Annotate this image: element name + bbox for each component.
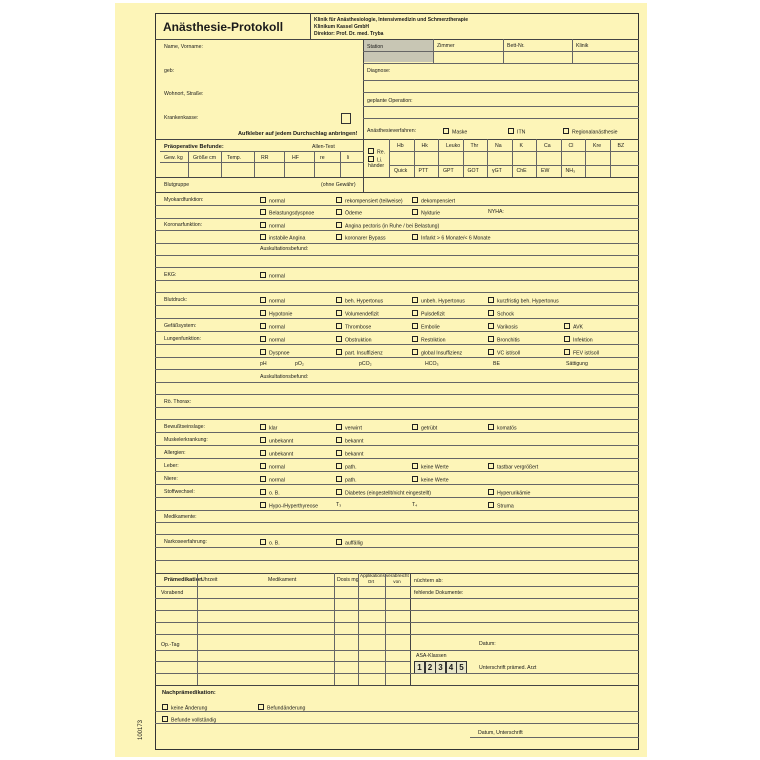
kidney-path[interactable]: path.	[336, 476, 357, 484]
sticker-corner-box	[341, 113, 351, 124]
vital-divider	[188, 151, 189, 177]
premed-line	[155, 661, 410, 662]
premed-line	[475, 673, 639, 674]
rule	[155, 685, 639, 686]
vessel-avk[interactable]: AVK	[564, 323, 583, 331]
rule	[503, 39, 504, 63]
rule	[363, 92, 639, 93]
rule	[363, 118, 639, 119]
rule	[155, 711, 639, 712]
lab-line	[389, 151, 639, 152]
row-line	[155, 497, 639, 498]
metabolism-label[interactable]: Stoffwechsel:	[164, 489, 195, 495]
bga-1[interactable]: pO₂	[295, 361, 304, 367]
insurance-label[interactable]: Krankenkasse:	[164, 115, 199, 121]
clinic-line-1: Klinik für Anästhesiologie, Intensivmedizin und Schmerztherapie	[314, 17, 469, 23]
premed-line	[410, 650, 639, 651]
anesthesia-method-label: Anästhesieverfahren:	[367, 128, 417, 134]
form-title: Anästhesie-Protokoll	[163, 20, 284, 34]
lung-normal[interactable]: normal	[260, 336, 285, 344]
vital-3[interactable]: RR	[261, 155, 269, 161]
conscious-confused[interactable]: verwirrt	[336, 424, 362, 432]
rule	[160, 162, 364, 163]
vital-1[interactable]: Größe cm	[193, 155, 217, 161]
row-line	[155, 522, 639, 523]
row-line	[155, 280, 639, 281]
metabolism-thyroid[interactable]: Hypo-/Hyperthyreose	[260, 502, 318, 510]
row-line	[155, 205, 639, 206]
t3-label[interactable]: T₃	[336, 502, 342, 508]
conscious-label[interactable]: Bewußtseinslage:	[164, 424, 205, 430]
kidney-novalues[interactable]: keine Werte	[412, 476, 449, 484]
narcosis-label[interactable]: Narkoseerfahrung:	[164, 539, 207, 545]
vital-5[interactable]: re	[320, 155, 325, 161]
coronary-normal[interactable]: normal	[260, 222, 285, 230]
premed-line	[155, 610, 639, 611]
row-line	[155, 382, 639, 383]
rule	[358, 573, 359, 685]
t4-label[interactable]: T₄	[412, 502, 418, 508]
lung-dyspnea[interactable]: Dyspnoe	[260, 349, 289, 357]
myocard-edema[interactable]: Ödeme	[336, 209, 362, 217]
allen-right[interactable]: Re.	[368, 148, 385, 156]
vessel-varicosis[interactable]: Varikosis	[488, 323, 518, 331]
rule	[334, 573, 335, 685]
haender-label: händer	[368, 163, 385, 169]
form-number: 100173	[138, 719, 144, 740]
row-line	[155, 560, 639, 561]
nyha-label[interactable]: NYHA:	[488, 209, 504, 215]
method-mask[interactable]: Maske	[443, 128, 467, 136]
lab-divider	[414, 139, 415, 177]
vital-divider	[314, 151, 315, 177]
allergy-known[interactable]: bekannt	[336, 450, 363, 458]
lung-bronchitis[interactable]: Bronchitis	[488, 336, 520, 344]
lab-divider	[438, 139, 439, 177]
lung-global[interactable]: global Insuffizienz	[412, 349, 462, 357]
lab-bottom-0: Quick	[394, 168, 408, 174]
rule	[363, 51, 639, 52]
vital-divider	[284, 151, 285, 177]
muscle-label[interactable]: Muskelerkrankung:	[164, 437, 208, 443]
premed-line	[155, 650, 410, 651]
row-line	[155, 230, 639, 231]
rule	[197, 573, 198, 685]
lab-top-6: Ca	[544, 143, 551, 149]
xray-label[interactable]: Rö. Thorax:	[164, 399, 192, 405]
bp-hypo[interactable]: Hypotonie	[260, 310, 292, 318]
liver-enlarged[interactable]: tastbar vergrößert	[488, 463, 538, 471]
row-line	[155, 357, 639, 358]
row-line	[155, 305, 639, 306]
vessel-thrombosis[interactable]: Thrombose	[336, 323, 371, 331]
metabolism-uric[interactable]: Hyperurikämie	[488, 489, 530, 497]
rule	[155, 723, 639, 724]
premed-col-time: Uhrzeit	[201, 577, 218, 583]
myocard-nocturia[interactable]: Nykturie	[412, 209, 440, 217]
lab-top-2: Leuko	[446, 143, 461, 149]
lung-label[interactable]: Lungenfunktion:	[164, 336, 201, 342]
allergy-label[interactable]: Allergien:	[164, 450, 186, 456]
bga-0[interactable]: pH	[260, 361, 267, 367]
rule	[470, 737, 639, 738]
coronary-angina[interactable]: Angina pectoris (in Ruhe / bei Belastung)	[336, 222, 439, 230]
post-no-change[interactable]: keine Änderung	[162, 704, 207, 712]
room-label[interactable]: Zimmer	[437, 43, 455, 49]
lab-bottom-2: GPT	[443, 168, 454, 174]
lab-divider	[389, 139, 390, 177]
lab-bottom-5: ChE	[516, 168, 527, 174]
liver-novalues[interactable]: keine Werte	[412, 463, 449, 471]
bp-treated[interactable]: beh. Hypertonus	[336, 297, 383, 305]
coronary-unstable[interactable]: instabile Angina	[260, 234, 305, 242]
preop-title: Präoperative Befunde:	[164, 144, 224, 150]
row-line	[155, 432, 639, 433]
conscious-clear[interactable]: klar	[260, 424, 277, 432]
metabolism-struma[interactable]: Struma	[488, 502, 514, 510]
lung-fev[interactable]: FEV ist/soll	[564, 349, 599, 357]
row-line	[155, 407, 639, 408]
auscultation-2[interactable]: Auskultationsbefund:	[260, 374, 309, 380]
vital-4[interactable]: HF	[292, 155, 299, 161]
lab-top-4: Na	[495, 143, 502, 149]
row-line	[155, 344, 639, 345]
clinic-line-2: Klinikum Kassel GmbH	[314, 24, 370, 30]
header-divider	[310, 13, 311, 39]
row-line	[155, 292, 639, 293]
vital-0[interactable]: Gew. kg	[164, 155, 183, 161]
lung-partial[interactable]: part. Insuffizienz	[336, 349, 383, 357]
lab-bottom-6: EW	[541, 168, 550, 174]
myocard-decomp[interactable]: dekompensiert	[412, 197, 455, 205]
lab-top-0: Hb	[397, 143, 404, 149]
conscious-dull[interactable]: getrübt	[412, 424, 437, 432]
station-label[interactable]: Station	[367, 44, 384, 50]
premed-line	[155, 622, 639, 623]
row-line	[155, 243, 639, 244]
rule	[410, 573, 411, 685]
asa-label: ASA-Klassen	[416, 653, 447, 659]
lung-restriction[interactable]: Restriktion	[412, 336, 446, 344]
vital-divider	[221, 151, 222, 177]
myocard-label[interactable]: Myokardfunktion:	[164, 197, 204, 203]
premed-line	[155, 598, 639, 599]
lab-divider	[561, 139, 562, 177]
vital-2[interactable]: Temp.	[227, 155, 242, 161]
method-regional[interactable]: Regionalanästhesie	[563, 128, 618, 136]
rule	[155, 139, 639, 140]
address-label[interactable]: Wohnort, Straße:	[164, 91, 204, 97]
bga-2[interactable]: pCO₂	[359, 361, 372, 367]
vessel-label[interactable]: Gefäßsystem:	[164, 323, 197, 329]
missing-docs-label[interactable]: fehlende Dokumente:	[414, 590, 464, 596]
row-line	[155, 394, 639, 395]
sticker-note: Aufkleber auf jedem Durchschlag anbringen!	[238, 131, 358, 137]
medication-label[interactable]: Medikamente:	[164, 514, 197, 520]
premed-col-site: Applikations-Ort	[360, 573, 387, 584]
lab-top-7: Cl	[568, 143, 574, 149]
row-line	[155, 318, 639, 319]
coronary-bypass[interactable]: koronarer Bypass	[336, 234, 386, 242]
planned-op-label[interactable]: geplante Operation:	[367, 98, 413, 104]
asa-class-3[interactable]: 3	[435, 661, 446, 674]
vital-divider	[254, 151, 255, 177]
fasting-label[interactable]: nüchtern ab:	[414, 578, 443, 584]
lab-top-1: Hk	[421, 143, 428, 149]
bga-3[interactable]: HCO₃	[425, 361, 439, 367]
premed-col-given-by: verabreicht von	[386, 573, 409, 584]
lab-bottom-1: PTT	[418, 168, 429, 174]
premed-col-med: Medikament	[268, 577, 297, 583]
kidney-normal[interactable]: normal	[260, 476, 285, 484]
lab-divider	[487, 139, 488, 177]
lab-divider	[512, 139, 513, 177]
lung-infection[interactable]: Infektion	[564, 336, 593, 344]
premed-line	[155, 634, 639, 635]
allergy-unknown[interactable]: unbekannt	[260, 450, 293, 458]
ekg-label[interactable]: EKG:	[164, 272, 177, 278]
asa-class-2[interactable]: 2	[425, 661, 436, 674]
myocard-dyspnea[interactable]: Belastungsdyspnoe	[260, 209, 314, 217]
post-finding-change[interactable]: Befundänderung	[258, 704, 305, 712]
premed-date-label[interactable]: Datum:	[479, 641, 496, 647]
lab-line	[389, 165, 639, 166]
lab-top-3: Thr	[470, 143, 479, 149]
premed-title: Prämedikation	[164, 577, 203, 583]
vessel-embolism[interactable]: Embolie	[412, 323, 440, 331]
row-line	[155, 510, 639, 511]
coronary-label[interactable]: Koronarfunktion:	[164, 222, 203, 228]
lab-top-5: K	[519, 143, 523, 149]
liver-path[interactable]: path.	[336, 463, 357, 471]
rule	[363, 63, 639, 64]
bp-volume[interactable]: Volumendefizit	[336, 310, 379, 318]
blood-group-note: (ohne Gewähr)	[321, 182, 356, 188]
geb-label[interactable]: geb:	[164, 68, 175, 74]
asa-class-4[interactable]: 4	[446, 661, 457, 674]
asa-class-5[interactable]: 5	[456, 661, 467, 674]
lung-obstruction[interactable]: Obstruktion	[336, 336, 372, 344]
bp-normal[interactable]: normal	[260, 297, 285, 305]
premed-row-evening: Vorabend	[161, 590, 184, 596]
lab-top-9: BZ	[617, 143, 625, 149]
ekg-normal[interactable]: normal	[260, 272, 285, 280]
allen-left[interactable]: Li.	[368, 156, 382, 164]
bga-4[interactable]: BE	[493, 361, 500, 367]
rule	[433, 39, 434, 63]
muscle-known[interactable]: bekannt	[336, 437, 363, 445]
row-line	[155, 534, 639, 535]
bp-label[interactable]: Blutdruck:	[164, 297, 188, 303]
metabolism-diabetes[interactable]: Diabetes (eingestellt/nicht eingestellt)	[336, 489, 431, 497]
lab-bottom-4: γGT	[492, 168, 502, 174]
lab-divider	[610, 139, 611, 177]
lab-divider	[463, 139, 464, 177]
muscle-unknown[interactable]: unbekannt	[260, 437, 293, 445]
liver-normal[interactable]: normal	[260, 463, 285, 471]
bed-label[interactable]: Bett-Nr.	[507, 43, 525, 49]
rule	[363, 80, 639, 81]
myocard-recomp[interactable]: rekompensiert (teilweise)	[336, 197, 403, 205]
bp-short[interactable]: kurzfristig beh. Hypertonus	[488, 297, 559, 305]
bga-5[interactable]: Sättigung	[566, 361, 588, 367]
vessel-normal[interactable]: normal	[260, 323, 285, 331]
bp-untreated[interactable]: unbeh. Hypertonus	[412, 297, 465, 305]
lab-bottom-3: GOT	[467, 168, 479, 174]
bp-shock[interactable]: Schock	[488, 310, 514, 318]
rule	[155, 177, 639, 178]
rule	[363, 106, 639, 107]
row-line	[155, 267, 639, 268]
blood-group-label[interactable]: Blutgruppe	[164, 182, 190, 188]
row-line	[155, 471, 639, 472]
narcosis-abnormal[interactable]: auffällig	[336, 539, 363, 547]
row-line	[155, 445, 639, 446]
row-line	[155, 331, 639, 332]
narcosis-ob[interactable]: o. B.	[260, 539, 280, 547]
rule	[160, 151, 364, 152]
vital-6[interactable]: li	[347, 155, 350, 161]
myocard-normal[interactable]: normal	[260, 197, 285, 205]
row-line	[155, 419, 639, 420]
row-line	[155, 218, 639, 219]
row-line	[155, 547, 639, 548]
auscultation-1[interactable]: Auskultationsbefund:	[260, 246, 309, 252]
lab-bottom-7: NH₃	[565, 168, 576, 174]
rule	[572, 39, 573, 63]
allen-test-label: Allen-Test	[312, 144, 335, 150]
lab-divider	[585, 139, 586, 177]
lung-vc[interactable]: VC ist/soll	[488, 349, 520, 357]
lab-divider	[536, 139, 537, 177]
header-bottom-line	[155, 39, 639, 40]
diagnosis-label[interactable]: Diagnose:	[367, 68, 391, 74]
clinic-line-3: Direktor: Prof. Dr. med. Tryba	[314, 31, 384, 37]
row-line	[155, 369, 639, 370]
vital-divider	[340, 151, 341, 177]
asa-class-1[interactable]: 1	[414, 661, 425, 674]
premed-signature-label[interactable]: Unterschrift prämed. Arzt	[479, 665, 537, 671]
kidney-label[interactable]: Niere:	[164, 476, 178, 482]
row-line	[155, 458, 639, 459]
name-label[interactable]: Name, Vorname:	[164, 44, 203, 50]
post-complete[interactable]: Befunde vollständig	[162, 716, 216, 724]
rule	[385, 573, 386, 685]
row-line	[155, 484, 639, 485]
date-signature-label[interactable]: Datum, Unterschrift	[478, 730, 523, 736]
clinic-label[interactable]: Klinik	[576, 43, 589, 49]
metabolism-ob[interactable]: o. B.	[260, 489, 280, 497]
method-itn[interactable]: ITN	[508, 128, 525, 136]
liver-label[interactable]: Leber:	[164, 463, 179, 469]
conscious-coma[interactable]: komatös	[488, 424, 517, 432]
premed-col-dose: Dosis mg	[337, 577, 359, 583]
premed-line	[155, 586, 639, 587]
coronary-infarct[interactable]: Infarkt > 6 Monate/< 6 Monate	[412, 234, 491, 242]
bp-pulse[interactable]: Pulsdefizit	[412, 310, 445, 318]
lab-top-8: Kre	[593, 143, 602, 149]
postpremed-title: Nachprämedikation:	[162, 690, 216, 696]
rule	[155, 192, 639, 193]
row-line	[155, 255, 639, 256]
premed-row-opday: Op.-Tag	[161, 642, 180, 648]
